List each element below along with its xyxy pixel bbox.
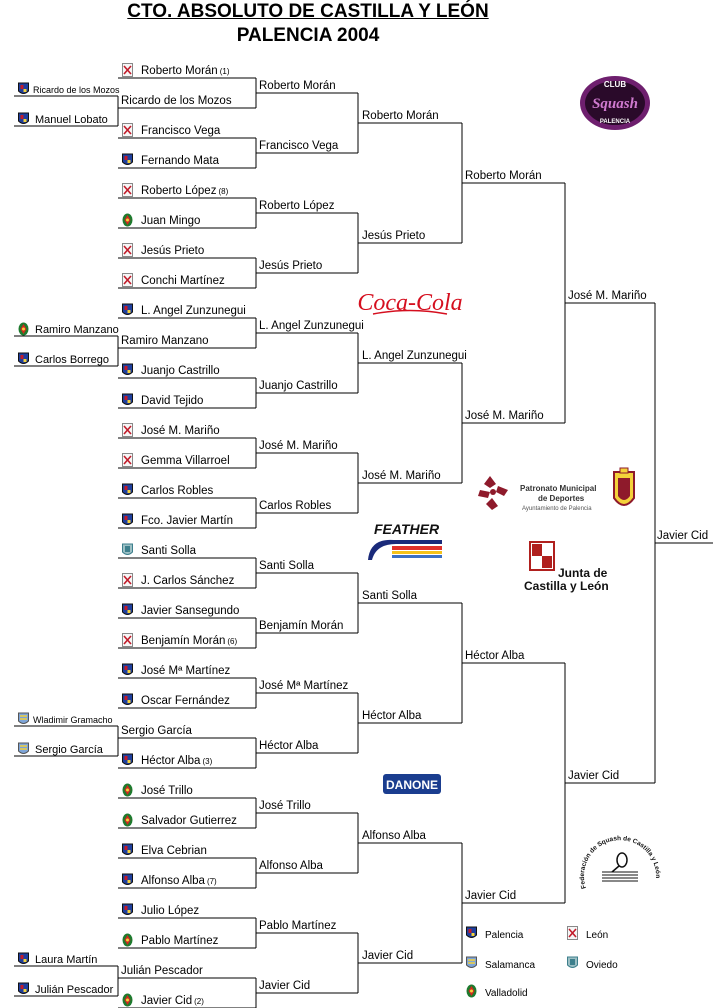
player-name: Sergio García	[121, 725, 192, 737]
player-name: José M. Mariño	[568, 290, 647, 302]
player-name: Jesús Prieto	[259, 260, 323, 272]
player-name: Roberto López	[141, 185, 217, 197]
club-logo-top-text: CLUB	[603, 80, 627, 89]
palencia-city-crest	[608, 468, 640, 514]
prelim-player	[35, 984, 113, 997]
qf-player	[362, 110, 439, 123]
r32-player	[121, 725, 192, 738]
player-name: Javier Sansegundo	[141, 605, 240, 617]
qf-player	[362, 710, 421, 723]
r16-player	[259, 440, 338, 453]
r32-valladolid-crest-icon	[122, 783, 133, 797]
player-name: Julián Pescador	[121, 965, 203, 977]
patronato-line3: Ayuntamiento de Palencia	[522, 506, 592, 512]
club-logo-middle-text: Squash	[592, 96, 638, 112]
r32-player	[141, 155, 219, 168]
player-name: Roberto López	[259, 200, 335, 212]
player-name: Sergio García	[35, 744, 103, 756]
r16-player	[259, 920, 336, 933]
r16-player	[259, 80, 336, 93]
player-name: Santi Solla	[259, 560, 314, 572]
r16-player	[259, 260, 322, 273]
seed-number: (2)	[194, 997, 204, 1006]
prelim-salamanca-crest-icon	[18, 742, 29, 756]
player-name: Ricardo de los Mozos	[33, 85, 120, 95]
r32-palencia-crest-icon	[122, 603, 133, 617]
federacion-text: Federación de Squash de Castilla y León	[578, 835, 662, 890]
player-name: Carlos Borrego	[35, 354, 109, 366]
prelim-player	[33, 714, 113, 727]
player-name: Roberto Morán	[465, 170, 542, 182]
qf-player	[362, 950, 413, 963]
prelim-palencia-crest-icon	[18, 82, 29, 96]
player-name: Ricardo de los Mozos	[121, 95, 232, 107]
r32-player	[141, 275, 225, 288]
sf-player	[465, 650, 524, 663]
final-player	[568, 290, 647, 303]
r16-player	[259, 140, 338, 153]
r32-player	[121, 95, 232, 108]
player-name: Héctor Alba	[141, 755, 201, 767]
patronato-deportes-logo	[476, 470, 604, 512]
r16-player	[259, 860, 323, 873]
r32-player	[141, 905, 199, 918]
r32-palencia-crest-icon	[122, 303, 133, 317]
r32-player	[141, 395, 203, 408]
prelim-player	[35, 744, 103, 757]
player-name: Julio López	[141, 905, 200, 917]
player-name: Wladimir Gramacho	[33, 715, 113, 725]
r32-valladolid-crest-icon	[122, 813, 133, 827]
player-name: Pablo Martínez	[141, 935, 219, 947]
feather-logo	[366, 520, 444, 562]
player-name: Benjamín Morán	[259, 620, 344, 632]
r32-leon-crest-icon	[122, 123, 133, 137]
player-name: Fernando Mata	[141, 155, 219, 167]
r32-valladolid-crest-icon	[122, 993, 133, 1007]
r32-leon-crest-icon	[122, 183, 133, 197]
r32-player	[141, 485, 213, 498]
prelim-palencia-crest-icon	[18, 952, 29, 966]
patronato-line2: de Deportes	[538, 494, 585, 503]
player-name: Javier Cid	[657, 530, 709, 542]
r32-player	[141, 875, 217, 888]
player-name: Francisco Vega	[141, 125, 221, 137]
r32-palencia-crest-icon	[122, 153, 133, 167]
r32-leon-crest-icon	[122, 633, 133, 647]
player-name: Carlos Robles	[259, 500, 332, 512]
club-squash-palencia-logo	[578, 75, 652, 131]
legend-leon-crest-icon	[567, 926, 578, 940]
r32-valladolid-crest-icon	[122, 213, 133, 227]
danone-logo	[382, 772, 442, 796]
qf-player	[362, 470, 441, 483]
prelim-palencia-crest-icon	[18, 112, 29, 126]
club-logo-bottom-text: PALENCIA	[599, 119, 631, 125]
player-name: Roberto Morán	[259, 80, 336, 92]
prelim-valladolid-crest-icon	[18, 322, 29, 336]
player-name: Alfonso Alba	[362, 830, 426, 842]
player-name: Ramiro Manzano	[121, 335, 209, 347]
prelim-player	[35, 954, 97, 967]
r16-player	[259, 800, 311, 813]
player-name: Alfonso Alba	[259, 860, 323, 872]
r32-player	[141, 695, 230, 708]
sf-player	[465, 170, 542, 183]
r32-player	[141, 305, 246, 318]
r16-player	[259, 980, 310, 993]
r32-leon-crest-icon	[122, 63, 133, 77]
player-name: Santi Solla	[141, 545, 196, 557]
r32-palencia-crest-icon	[122, 483, 133, 497]
seed-number: (3)	[202, 757, 213, 766]
player-name: Julián Pescador	[35, 984, 114, 996]
r16-player	[259, 380, 338, 393]
legend-label-leon: León	[586, 930, 609, 941]
r32-player	[141, 65, 230, 78]
seed-number: (8)	[218, 187, 229, 196]
r16-player	[259, 740, 318, 753]
player-name: L. Angel Zunzunegui	[362, 350, 467, 362]
player-name: Jesús Prieto	[141, 245, 205, 257]
seed-number: (7)	[206, 877, 217, 886]
prelim-player	[35, 324, 119, 337]
r32-player	[141, 125, 220, 138]
r32-palencia-crest-icon	[122, 663, 133, 677]
r32-palencia-crest-icon	[122, 753, 133, 767]
player-name: Oscar Fernández	[141, 695, 230, 707]
legend-salamanca-crest-icon	[466, 956, 477, 970]
player-name: Javier Cid	[141, 995, 193, 1007]
player-name: Javier Cid	[568, 770, 620, 782]
player-name: Pablo Martínez	[259, 920, 337, 932]
player-name: Santi Solla	[362, 590, 417, 602]
coca-cola-logo	[357, 287, 463, 321]
r32-player	[141, 575, 234, 588]
r32-player	[141, 185, 228, 198]
player-name: Francisco Vega	[259, 140, 339, 152]
legend-label-palencia: Palencia	[485, 930, 524, 941]
r32-leon-crest-icon	[122, 423, 133, 437]
player-name: Roberto Morán	[141, 65, 218, 77]
r32-player	[141, 515, 233, 528]
seed-number: (6)	[227, 637, 238, 646]
player-name: José Trillo	[259, 800, 311, 812]
r32-player	[121, 965, 203, 978]
r32-player	[141, 245, 204, 258]
player-name: L. Angel Zunzunegui	[259, 320, 364, 332]
r16-player	[259, 500, 331, 513]
r16-player	[259, 200, 334, 213]
player-name: Héctor Alba	[465, 650, 525, 662]
legend-label-salamanca: Salamanca	[485, 960, 536, 971]
prelim-player	[35, 354, 109, 367]
r32-palencia-crest-icon	[122, 363, 133, 377]
sf-player	[465, 410, 544, 423]
player-name: Manuel Lobato	[35, 114, 108, 126]
player-name: José Mª Martínez	[259, 680, 349, 692]
legend-oviedo-crest-icon	[567, 956, 578, 970]
player-name: Gemma Villarroel	[141, 455, 230, 467]
r16-player	[259, 620, 343, 633]
r32-player	[141, 785, 193, 798]
player-name: Javier Cid	[465, 890, 517, 902]
r32-player	[141, 425, 220, 438]
r32-player	[141, 365, 220, 378]
danone-text: DANONE	[385, 778, 439, 792]
r32-palencia-crest-icon	[122, 873, 133, 887]
prelim-player	[35, 114, 108, 127]
player-name: L. Angel Zunzunegui	[141, 305, 246, 317]
qf-player	[362, 830, 426, 843]
player-name: José M. Mariño	[362, 470, 441, 482]
r32-palencia-crest-icon	[122, 393, 133, 407]
r32-leon-crest-icon	[122, 573, 133, 587]
r32-leon-crest-icon	[122, 453, 133, 467]
prelim-palencia-crest-icon	[18, 352, 29, 366]
qf-player	[362, 230, 425, 243]
page-subtitle: PALENCIA 2004	[236, 25, 380, 46]
federacion-squash-logo	[578, 830, 662, 892]
legend-palencia-crest-icon	[466, 926, 477, 940]
r32-player	[141, 665, 230, 678]
r32-leon-crest-icon	[122, 273, 133, 287]
r32-player	[141, 815, 237, 828]
player-name: José Mª Martínez	[141, 665, 231, 677]
r32-oviedo-crest-icon	[122, 543, 133, 557]
player-name: David Tejido	[141, 395, 204, 407]
prelim-player	[33, 84, 120, 97]
r32-valladolid-crest-icon	[122, 933, 133, 947]
r32-leon-crest-icon	[122, 243, 133, 257]
r32-palencia-crest-icon	[122, 513, 133, 527]
player-name: Héctor Alba	[362, 710, 422, 722]
player-name: Ramiro Manzano	[35, 324, 119, 336]
r16-player	[259, 560, 314, 573]
player-name: Héctor Alba	[259, 740, 319, 752]
player-name: Carlos Robles	[141, 485, 214, 497]
r32-player	[141, 755, 212, 768]
junta-line2: Castilla y León	[524, 579, 609, 593]
r32-player	[141, 215, 200, 228]
qf-player	[362, 590, 417, 603]
prelim-palencia-crest-icon	[18, 982, 29, 996]
r32-player	[141, 605, 239, 618]
r32-player	[141, 845, 207, 858]
feather-text: FEATHER	[374, 521, 440, 537]
sf-player	[465, 890, 516, 903]
champion-name	[657, 530, 708, 543]
player-name: Roberto Morán	[362, 110, 439, 122]
player-name: Juan Mingo	[141, 215, 201, 227]
player-name: José M. Mariño	[465, 410, 544, 422]
patronato-line1: Patronato Municipal	[520, 484, 597, 493]
page-title: CTO. ABSOLUTO DE CASTILLA Y LEÓN	[127, 1, 489, 22]
player-name: J. Carlos Sánchez	[141, 575, 235, 587]
prelim-salamanca-crest-icon	[18, 712, 29, 726]
player-name: Conchi Martínez	[141, 275, 225, 287]
player-name: Juanjo Castrillo	[141, 365, 220, 377]
junta-line1: Junta de	[558, 566, 608, 580]
player-name: José M. Mariño	[259, 440, 338, 452]
r32-player	[141, 935, 218, 948]
player-name: Elva Cebrian	[141, 845, 207, 857]
r32-player	[141, 995, 204, 1008]
player-name: Alfonso Alba	[141, 875, 205, 887]
r32-player	[141, 635, 237, 648]
player-name: José M. Mariño	[141, 425, 220, 437]
player-name: Juanjo Castrillo	[259, 380, 338, 392]
player-name: Salvador Gutierrez	[141, 815, 237, 827]
r16-player	[259, 320, 364, 333]
legend-valladolid-crest-icon	[466, 984, 477, 998]
player-name: Jesús Prieto	[362, 230, 426, 242]
legend-label-oviedo: Oviedo	[586, 960, 618, 971]
qf-player	[362, 350, 467, 363]
player-name: José Trillo	[141, 785, 193, 797]
player-name: Benjamín Morán	[141, 635, 226, 647]
final-player	[568, 770, 619, 783]
r32-palencia-crest-icon	[122, 903, 133, 917]
r32-player	[141, 455, 230, 468]
coca-cola-text: Coca-Cola	[357, 290, 463, 316]
junta-castilla-leon-logo	[522, 540, 614, 594]
r16-player	[259, 680, 348, 693]
r32-player	[141, 545, 196, 558]
legend-label-valladolid: Valladolid	[485, 988, 528, 999]
r32-player	[121, 335, 209, 348]
player-name: Javier Cid	[362, 950, 414, 962]
r32-palencia-crest-icon	[122, 843, 133, 857]
player-name: Laura Martín	[35, 954, 98, 966]
player-name: Javier Cid	[259, 980, 311, 992]
r32-palencia-crest-icon	[122, 693, 133, 707]
seed-number: (1)	[219, 67, 230, 76]
player-name: Fco. Javier Martín	[141, 515, 234, 527]
